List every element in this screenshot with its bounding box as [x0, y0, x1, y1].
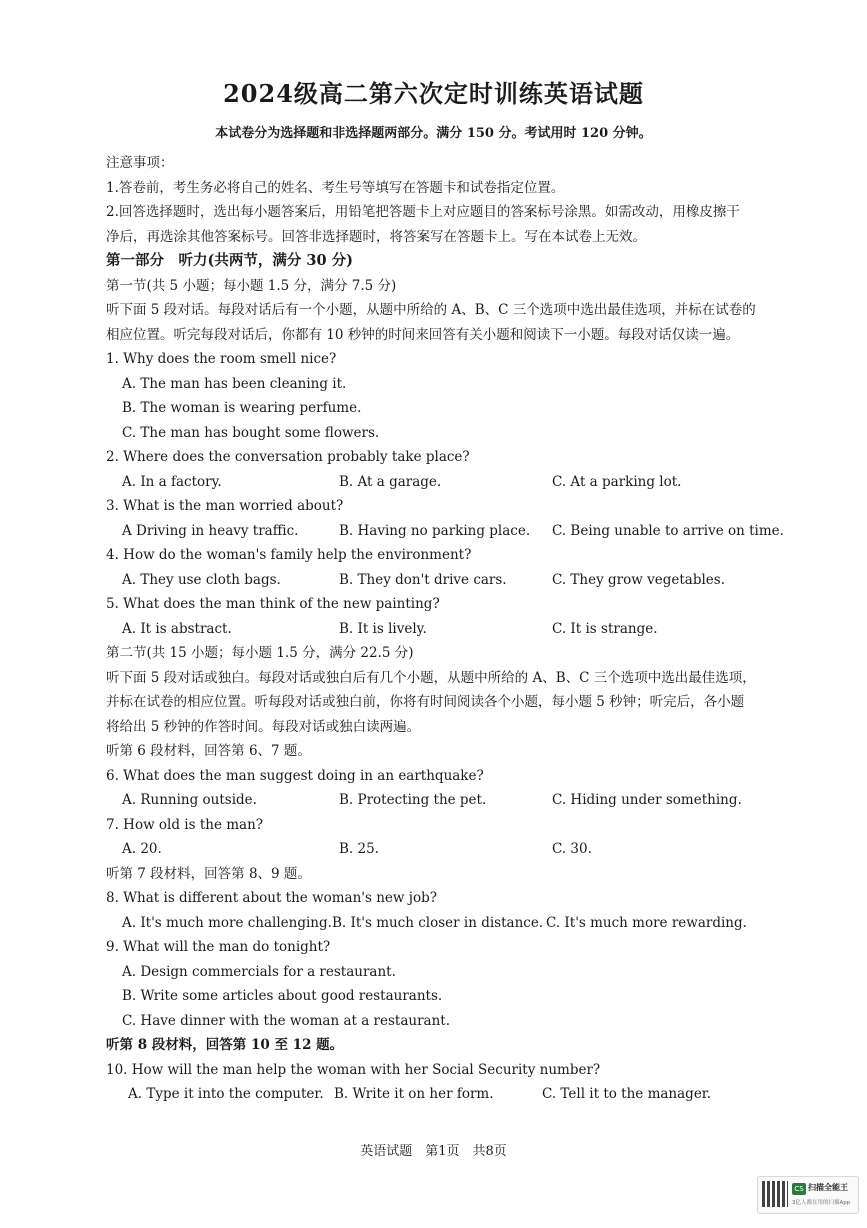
question-8-option-c: C. It's much more rewarding. [546, 914, 747, 931]
question-3-options [106, 519, 818, 544]
question-9-option-a: A. Design commercials for a restaurant. [122, 963, 396, 980]
question-7-option-c: C. 30. [552, 841, 592, 857]
question-5-stem: 5. What does the man think of the new painting? [106, 596, 440, 612]
question-7-option-a: A. 20. [122, 841, 162, 857]
question-5-option-b: B. It is lively. [339, 620, 427, 637]
question-6-option-c: C. Hiding under something. [552, 792, 742, 808]
scanner-app-name: 扫描全能王 [808, 1183, 848, 1192]
question-8-option-a: A. It's much more challenging. [122, 914, 332, 931]
question-1-option-c: C. The man has bought some flowers. [122, 424, 380, 441]
question-4-stem: 4. How do the woman's family help the environment? [106, 547, 472, 563]
question-4-options [106, 568, 818, 593]
note-item-2-line-2: 净后，再选涂其他答案标号。回答非选择题时，将答案写在答题卡上。写在本试卷上无效。 [106, 228, 646, 245]
note-item-2-line-1: 2.回答选择题时，选出每小题答案后，用铅笔把答题卡上对应题目的答案标号涂黑。如需改动，用橡皮擦干 [106, 204, 740, 220]
qr-code-icon [762, 1181, 788, 1207]
question-2-option-a: A. In a factory. [122, 473, 222, 490]
question-10-stem: 10. How will the man help the woman with her Social Security number? [106, 1061, 601, 1078]
question-7-options [106, 837, 818, 862]
exam-title: 2024级高二第六次定时训练英语试题 [223, 79, 644, 108]
question-10-option-c: C. Tell it to the manager. [542, 1086, 712, 1102]
exam-subtitle: 本试卷分为选择题和非选择题两部分。满分 150 分。考试用时 120 分钟。 [215, 126, 652, 141]
question-10-options [106, 1082, 818, 1107]
question-5-options [106, 617, 818, 642]
material-6-heading: 听第 6 段材料，回答第 6、7 题。 [106, 743, 311, 759]
section1-heading: 第一节(共 5 小题；每小题 1.5 分，满分 7.5 分) [106, 277, 397, 294]
question-2-options [106, 470, 818, 495]
question-4-option-a: A. They use cloth bags. [122, 571, 281, 588]
section2-instruction-line-3: 将给出 5 秒钟的作答时间。每段对话或独白读两遍。 [106, 718, 421, 735]
exam-content [106, 151, 818, 1107]
page-footer: 英语试题 第1页 共8页 [360, 1144, 507, 1159]
question-1-option-b: B. The woman is wearing perfume. [122, 400, 362, 416]
question-2-stem: 2. Where does the conversation probably take place? [106, 449, 470, 465]
scanner-watermark [757, 1176, 859, 1214]
question-6-option-b: B. Protecting the pet. [339, 792, 487, 808]
section1-instruction-line-2: 相应位置。听完每段对话后，你都有 10 秒钟的时间来回答有关小题和阅读下一小题。每段对话仅读一遍。 [106, 326, 740, 343]
question-3-option-a: A Driving in heavy traffic. [122, 522, 299, 539]
section2-instruction-line-2: 并标在试卷的相应位置。听每段对话或独白前，你将有时间阅读各个小题，每小题 5 秒钟；听完后，各小题 [106, 694, 745, 710]
question-8-stem: 8. What is different about the woman's new job? [106, 890, 437, 906]
scanner-tagline: 3亿人都在用的扫描App [792, 1200, 851, 1206]
section2-heading: 第二节(共 15 小题；每小题 1.5 分，满分 22.5 分) [106, 645, 414, 661]
question-6-stem: 6. What does the man suggest doing in an earthquake? [106, 767, 484, 784]
question-1-stem: 1. Why does the room smell nice? [106, 351, 337, 367]
section2-instruction-line-1: 听下面 5 段对话或独白。每段对话或独白后有几个小题，从题中所给的 A、B、C 三个选项中选出最佳选项， [106, 669, 756, 686]
note-item-1: 1.答卷前，考生务必将自己的姓名、考生号等填写在答题卡和试卷指定位置。 [106, 179, 565, 196]
question-7-stem: 7. How old is the man? [106, 816, 264, 833]
camscanner-logo-icon: CS [792, 1183, 806, 1195]
question-7-option-b: B. 25. [339, 841, 379, 857]
question-10-option-a: A. Type it into the computer. [128, 1086, 324, 1102]
section1-instruction-line-1: 听下面 5 段对话。每段对话后有一个小题，从题中所给的 A、B、C 三个选项中选出最佳选项，并标在试卷的 [106, 302, 756, 318]
question-3-stem: 3. What is the man worried about? [106, 498, 344, 514]
question-6-options [106, 788, 818, 813]
notes-heading: 注意事项： [106, 155, 174, 171]
material-8-heading: 听第 8 段材料，回答第 10 至 12 题。 [106, 1037, 344, 1053]
question-8-option-b: B. It's much closer in distance. [332, 914, 544, 931]
question-4-option-b: B. They don't drive cars. [339, 571, 507, 588]
question-1-option-a: A. The man has been cleaning it. [122, 375, 347, 392]
question-4-option-c: C. They grow vegetables. [552, 571, 725, 588]
question-3-option-b: B. Having no parking place. [339, 522, 531, 539]
material-7-heading: 听第 7 段材料，回答第 8、9 题。 [106, 865, 311, 882]
question-5-option-a: A. It is abstract. [122, 620, 232, 637]
question-8-options [106, 911, 818, 936]
question-9-stem: 9. What will the man do tonight? [106, 939, 331, 955]
question-9-option-c: C. Have dinner with the woman at a restaurant. [122, 1012, 451, 1029]
question-6-option-a: A. Running outside. [122, 792, 257, 808]
question-2-option-b: B. At a garage. [339, 473, 442, 490]
part1-heading: 第一部分 听力(共两节，满分 30 分) [106, 252, 353, 269]
question-10-option-b: B. Write it on her form. [334, 1086, 494, 1102]
question-3-option-c: C. Being unable to arrive on time. [552, 522, 784, 539]
question-2-option-c: C. At a parking lot. [552, 473, 682, 490]
question-5-option-c: C. It is strange. [552, 620, 658, 637]
question-9-option-b: B. Write some articles about good restaurants. [122, 988, 443, 1004]
